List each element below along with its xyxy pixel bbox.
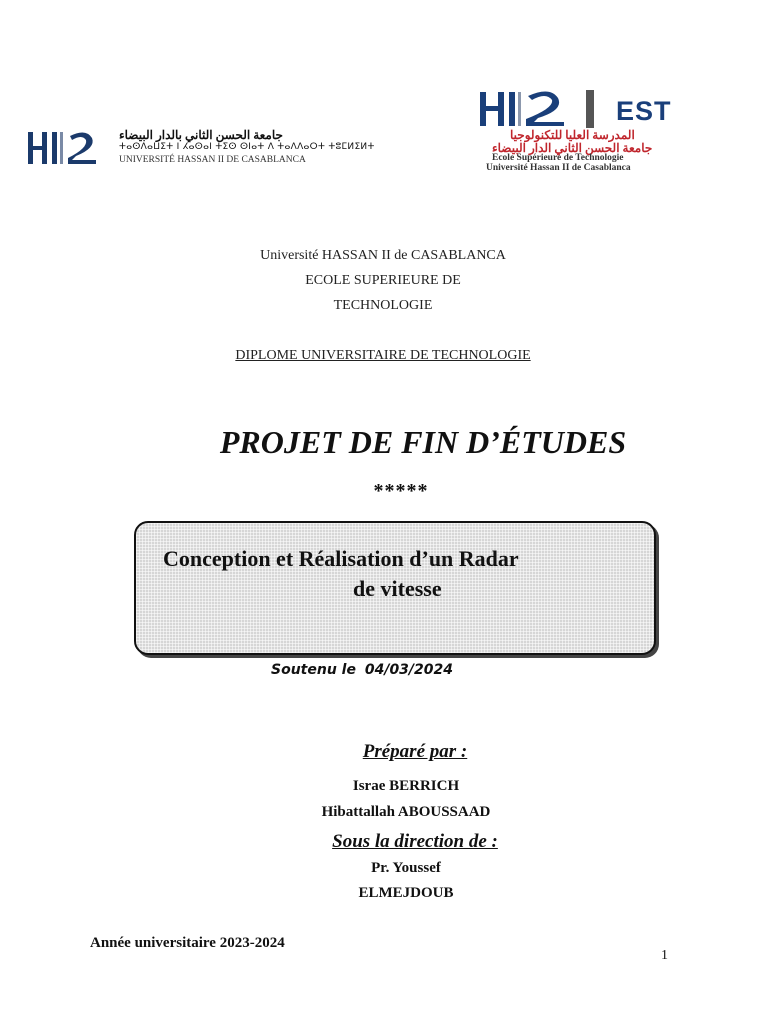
subject-title-line1: Conception et Réalisation d’un Radar	[163, 546, 519, 571]
supervisor-name-line2: ELMEJDOUB	[358, 885, 454, 901]
est-arabic-line1: المدرسة العليا للتكنولوجيا	[510, 128, 635, 142]
est-logo	[478, 88, 708, 174]
uh2c-tifinagh-name: ⵜⴰⵙⴷⴰⵡⵉⵜ ⵏ ⵃⴰⵙⴰⵏ ⵜⵉⵙ ⵙⵏⴰⵜ ⴷ ⵜⴰⴷⴷⴰⵔⵜ ⵜⵓⵎⵍⵉⵍⵜ	[119, 142, 375, 152]
student-name: Hibattallah ABOUSSAAD	[321, 804, 491, 820]
title-separator: *****	[373, 480, 429, 502]
academic-year: Année universitaire 2023-2024	[90, 935, 285, 951]
est-arabic-line2: جامعة الحسن الثاني الدار البيضاء	[492, 141, 653, 155]
student-name: Israe BERRICH	[352, 778, 460, 794]
uh2c-arabic-name: جامعة الحسن الثاني بالدار البيضاء	[119, 128, 283, 142]
defense-date-line	[271, 662, 453, 678]
prepared-by-heading: Préparé par :	[362, 741, 468, 762]
est-acronym: EST	[616, 96, 672, 126]
uh2c-emblem-icon	[26, 128, 116, 168]
supervisor-name-line1: Pr. Youssef	[371, 860, 441, 876]
school-name-line1: ECOLE SUPERIEURE DE	[305, 273, 461, 288]
school-name-line2: TECHNOLOGIE	[333, 298, 433, 313]
uh2c-latin-name: UNIVERSITÉ HASSAN II DE CASABLANCA	[119, 155, 306, 165]
supervision-heading: Sous la direction de :	[332, 831, 498, 852]
est-french-line2: Université Hassan II de Casablanca	[486, 163, 631, 173]
est-emblem-icon	[478, 88, 613, 130]
est-french-line1: Ecole Supérieure de Technologie	[492, 153, 624, 163]
defense-label: Soutenu le	[271, 662, 356, 678]
diploma-name: DIPLOME UNIVERSITAIRE DE TECHNOLOGIE	[235, 348, 531, 363]
subject-title-line2: de vitesse	[353, 576, 442, 601]
page-number: 1	[661, 948, 668, 963]
defense-date: 04/03/2024	[364, 662, 453, 678]
university-name: Université HASSAN II de CASABLANCA	[260, 248, 506, 263]
uh2c-logo	[26, 128, 375, 170]
document-title: PROJET DE FIN D’ÉTUDES	[219, 424, 627, 460]
